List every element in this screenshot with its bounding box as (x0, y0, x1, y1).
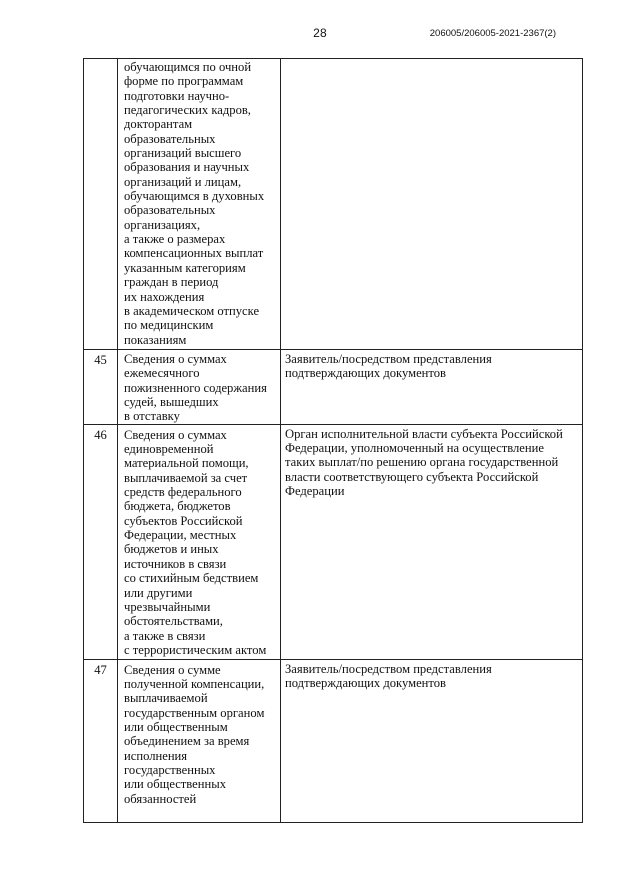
text-line: обязанностей (124, 791, 197, 806)
description-text (118, 660, 280, 806)
description-text (118, 350, 280, 424)
text-line: чрезвычайными (124, 599, 211, 614)
text-line: Заявитель/посредством представления (285, 352, 492, 366)
text-line: педагогических кадров, (124, 103, 251, 118)
text-line: в академическом отпуске (124, 303, 260, 318)
source-cell (281, 424, 583, 659)
source-cell (281, 59, 583, 350)
description-cell (118, 350, 281, 425)
text-line: с террористическим актом (124, 642, 267, 657)
table-row-47 (84, 659, 583, 822)
text-line: Сведения о сумме (124, 662, 221, 677)
text-line: граждан в период (124, 275, 219, 290)
text-line: судей, вышедших (124, 395, 219, 410)
text-line: а также в связи (124, 628, 206, 643)
text-line: Орган исполнительной власти субъекта Российской (285, 426, 563, 441)
text-line: со стихийным бедствием (124, 571, 259, 586)
document-code: 206005/206005-2021-2367(2) (429, 28, 556, 39)
table-row-45 (84, 350, 583, 425)
text-line: Федерации, уполномоченный на осуществление (285, 441, 544, 456)
description-cell (118, 424, 281, 659)
row-number-cell: 45 (84, 350, 118, 425)
text-line: Федерации (285, 484, 345, 499)
text-line: или другими (124, 585, 193, 600)
text-line: Сведения о суммах (124, 352, 227, 366)
text-line: выплачиваемой за счет (124, 470, 248, 485)
text-line: компенсационных выплат (124, 246, 264, 261)
text-line: полученной компенсации, (124, 677, 265, 692)
text-line: Сведения о суммах (124, 427, 227, 442)
row-number-cell: 47 (84, 659, 118, 822)
text-line: выплачиваемой (124, 691, 208, 706)
text-line: единовременной (124, 442, 214, 457)
text-line: или общественным (124, 720, 228, 735)
text-line: пожизненного содержания (124, 380, 267, 395)
description-text (118, 59, 280, 347)
text-line: объединением за время (124, 734, 250, 749)
text-line: средств федерального (124, 485, 242, 500)
table-row-46 (84, 424, 583, 659)
text-line: исполнения (124, 748, 188, 763)
source-cell (281, 350, 583, 425)
table-row-continuation (84, 59, 583, 350)
row-number-cell: 46 (84, 424, 118, 659)
text-line: подготовки научно- (124, 88, 230, 103)
text-line: форме по программам (124, 74, 244, 89)
text-line: указанным категориям (124, 260, 246, 275)
text-line: бюджетов и иных (124, 542, 219, 557)
text-line: в отставку (124, 409, 180, 424)
text-line: таких выплат/по решению органа государственной (285, 455, 559, 470)
row-number-cell (84, 59, 118, 350)
text-line: государственным органом (124, 705, 265, 720)
text-line: или общественных (124, 777, 227, 792)
text-line: подтверждающих документов (285, 366, 446, 381)
source-text (281, 660, 582, 691)
source-text (281, 350, 582, 381)
text-line: источников в связи (124, 556, 227, 571)
text-line: субъектов Российской (124, 513, 243, 528)
text-line: государственных (124, 763, 216, 778)
page-number: 28 (313, 26, 327, 40)
text-line: образовательных (124, 203, 216, 218)
text-line: организаций и лицам, (124, 174, 242, 189)
text-line: материальной помощи, (124, 456, 249, 471)
source-text (281, 425, 582, 499)
text-line: организациях, (124, 217, 201, 232)
text-line: организаций высшего (124, 146, 242, 161)
text-line: образования и научных (124, 160, 250, 175)
description-cell (118, 59, 281, 350)
text-line: показаниям (124, 332, 187, 347)
text-line: их нахождения (124, 289, 205, 304)
text-line: обстоятельствами, (124, 614, 223, 629)
source-cell (281, 659, 583, 822)
text-line: Федерации, местных (124, 528, 237, 543)
text-line: ежемесячного (124, 366, 200, 381)
text-line: власти соответствующего субъекта Российской (285, 469, 539, 484)
text-line: а также о размерах (124, 232, 226, 247)
text-line: образовательных (124, 131, 216, 146)
description-text (118, 425, 280, 658)
text-line: докторантам (124, 117, 193, 132)
text-line: по медицинским (124, 318, 214, 333)
text-line: Заявитель/посредством представления (285, 661, 492, 676)
source-text (281, 59, 582, 61)
description-cell (118, 659, 281, 822)
text-line: подтверждающих документов (285, 676, 446, 691)
document-table (83, 58, 583, 823)
text-line: обучающимся в духовных (124, 189, 265, 204)
text-line: бюджета, бюджетов (124, 499, 231, 514)
text-line: обучающимся по очной (124, 60, 252, 74)
